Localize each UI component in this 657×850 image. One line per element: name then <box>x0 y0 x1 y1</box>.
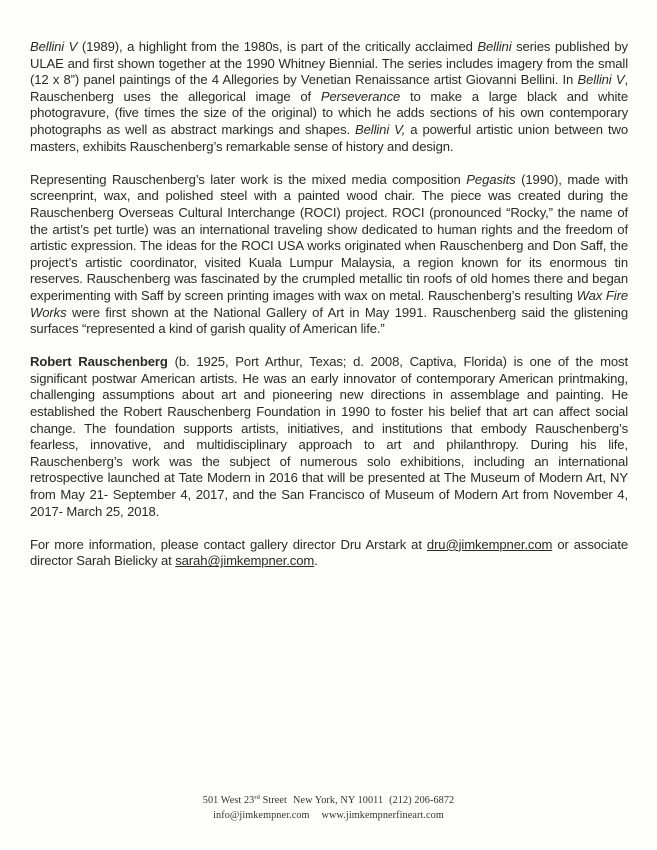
email-link-director[interactable]: dru@jimkempner.com <box>426 536 553 552</box>
email-link-associate[interactable]: sarah@jimkempner.com <box>175 553 315 569</box>
paragraph-text: Representing Rauschenberg’s later work is the mixed media composition <box>30 171 467 187</box>
paragraph-text: (b. 1925, Port Arthur, Texas; d. 2008, Captiva, Florida) is one of the most significant postwar American artists. He was an early innovator of contemporary American printmaking, challenging assumptions about art and pioneering new directions in assemblage and painting. He established the Robert Rauschenberg Foundation in 1990 to foster his belief that art can affect social change. The foundation supports artists, initiatives, and institutions that embody Rauschenberg’s fearless, innovative, and multidisciplinary approach to art and philanthropy. During his life, Rauschenberg’s work was the subject of numerous solo exhibitions, including an international retrospective launched at Tate Modern in 2016 that will be presented at The Museum of Modern Art, NY from May 21- September 4, 2017, and the San Francisco of Museum of Modern Art from November 4, 2017- March 25, 2018. <box>30 354 628 519</box>
paragraph-biography <box>30 354 628 520</box>
paragraph-contact <box>30 537 628 570</box>
artwork-title: Bellini V <box>577 72 625 88</box>
footer-city: New York, NY 10011 <box>292 795 384 806</box>
paragraph-text: or associate director Sarah Bielicky at <box>30 536 628 569</box>
footer-contact-line <box>0 810 657 821</box>
footer-street: 501 West 23 <box>202 795 255 806</box>
paragraph-text: For more information, please contact gallery director Dru Arstark at <box>30 536 427 552</box>
footer-phone: (212) 206-6872 <box>389 795 455 806</box>
paragraph-text: series published by ULAE and first shown together at the 1990 Whitney Biennial. The series includes imagery from the small (12 x 8”) panel paintings of the 4 Allegories by Venetian Renaissance artist Giovanni Bellini. In <box>30 39 628 88</box>
artwork-title: Bellini V, <box>355 121 406 137</box>
paragraph-bellini <box>30 39 628 155</box>
footer-address-line <box>0 794 657 806</box>
paragraph-text: a powerful artistic union between two masters, exhibits Rauschenberg’s remarkable sense of history and design. <box>30 121 628 154</box>
artwork-title: Bellini <box>477 39 512 54</box>
paragraph-text: to make a large black and white photogravure, (five times the size of the original) to which he adds sections of his own contemporary photographs as well as abstract markings and shapes. <box>30 88 628 137</box>
footer-street-suffix: rd <box>254 794 260 801</box>
paragraph-text: , Rauschenberg uses the allegorical image of <box>30 72 628 104</box>
footer-email[interactable]: info@jimkempner.com <box>213 810 310 821</box>
paragraph-text: . <box>314 553 318 569</box>
body-text <box>30 39 628 587</box>
artwork-title: Wax Fire Works <box>30 287 628 320</box>
paragraph-text: were first shown at the National Gallery of Art in May 1991. Rauschenberg said the glistening surfaces “represented a kind of garish quality of American life.” <box>30 304 628 337</box>
paragraph-pegasits <box>30 172 628 338</box>
artwork-title: Pegasits <box>466 171 516 187</box>
footer-street-word: Street <box>259 795 287 806</box>
artwork-title: Bellini V <box>30 39 78 54</box>
artwork-title: Perseverance <box>320 88 401 104</box>
artist-name: Robert Rauschenberg <box>30 354 168 370</box>
footer-website[interactable]: www.jimkempnerfineart.com <box>321 810 444 821</box>
paragraph-text: (1989), a highlight from the 1980s, is part of the critically acclaimed <box>77 39 478 54</box>
paragraph-text: (1990), made with screenprint, wax, and polished steel with a painted wood chair. The piece was created during the Rauschenberg Overseas Cultural Interchange (ROCI) project. ROCI (pronounced “Rocky,” the name of the artist’s pet turtle) was an international traveling show dedicated to human rights and the freedom of artistic expression. The ideas for the ROCI USA works originated when Rauschenberg and Don Saff, the project’s artistic coordinator, visited Kuala Lumpur Malaysia, a region known for its enormous tin reserves. Rauschenberg was fascinated by the crumpled metallic tin roofs of old homes there and began experimenting with Saff by screen printing images with wax on metal. Rauschenberg’s resulting <box>30 171 628 303</box>
